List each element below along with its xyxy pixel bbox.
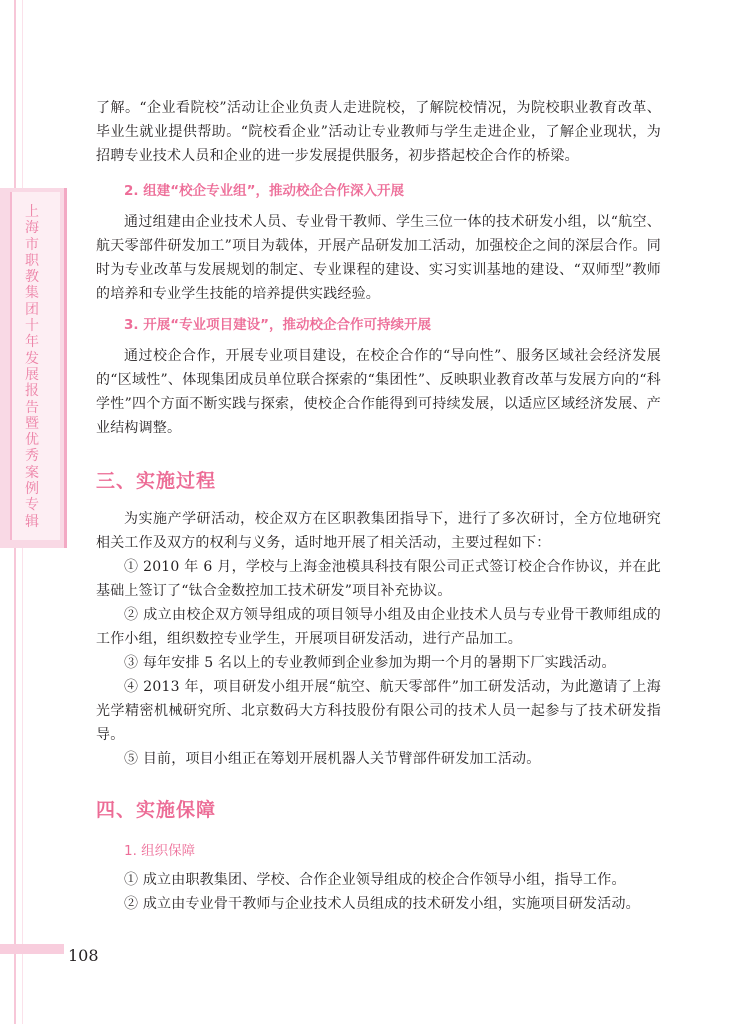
page-number: 108 xyxy=(68,946,99,965)
list-item-guarantee-1: ① 成立由职教集团、学校、合作企业领导组成的校企合作领导小组，指导工作。 xyxy=(124,872,626,888)
paragraph-2: 通过组建由企业技术人员、专业骨干教师、学生三位一体的技术研发小组，以“航空、航天零部件研发加工”项目为载体，开展产品研发加工活动，加强校企之间的深层合作。同时为专业改革与发展规划的制定、专业课程的建设、实习实训基地的建设、“双师型”教师的培养和专业学生技能的培养提供实践经验。 xyxy=(96,214,661,302)
book-title-vertical: 上海市职教集团十年发展报告暨优秀案例专辑 xyxy=(25,204,39,530)
paragraph-4: 为实施产学研活动，校企双方在区职教集团指导下，进行了多次研讨，全方位地研究相关工作及双方的权利与义务，适时地开展了相关活动，主要过程如下： xyxy=(96,511,661,551)
list-item-5: ⑤ 目前，项目小组正在筹划开展机器人关节臂部件研发加工活动。 xyxy=(124,751,541,767)
subheading-2: 2. 组建“校企专业组”，推动校企合作深入开展 xyxy=(124,183,404,199)
paragraph-3: 通过校企合作，开展专业项目建设，在校企合作的“导向性”、服务区域社会经济发展的“区域性”、体现集团成员单位联合探索的“集团性”、反映职业教育改革与发展方向的“科学性”四个方面不断实践与探索，使校企合作能得到可持续发展，以适应区域经济发展、产业结构调整。 xyxy=(96,348,661,436)
bottom-decor-bar xyxy=(0,944,64,954)
section-heading-3: 三、实施过程 xyxy=(96,470,217,492)
list-item-3: ③ 每年安排 5 名以上的专业教师到企业参加为期一个月的暑期下厂实践活动。 xyxy=(124,655,616,671)
subheading-3: 3. 开展“专业项目建设”，推动校企合作可持续开展 xyxy=(124,317,431,333)
section-heading-4: 四、实施保障 xyxy=(96,799,217,821)
list-item-guarantee-2: ② 成立由专业骨干教师与企业技术人员组成的技术研发小组，实施项目研发活动。 xyxy=(124,896,640,912)
list-item-1: ① 2010 年 6 月，学校与上海金池模具科技有限公司正式签订校企合作协议，并在此基础上签订了“钛合金数控加工技术研发”项目补充协议。 xyxy=(96,559,661,599)
list-item-4: ④ 2013 年，项目研发小组开展“航空、航天零部件”加工研发活动，为此邀请了上海光学精密机械研究所、北京数码大方科技股份有限公司的技术人员一起参与了技术研发指导。 xyxy=(96,679,661,743)
subheading-4-1: 1. 组织保障 xyxy=(124,843,196,859)
main-content xyxy=(96,96,661,916)
paragraph-1: 了解。“企业看院校”活动让企业负责人走进院校，了解院校情况，为院校职业教育改革、毕业生就业提供帮助。“院校看企业”活动让专业教师与学生走进企业，了解企业现状，为招聘专业技术人员和企业的进一步发展提供服务，初步搭起校企合作的桥梁。 xyxy=(96,100,661,164)
list-item-2: ② 成立由校企双方领导组成的项目领导小组及由企业技术人员与专业骨干教师组成的工作小组，组织数控专业学生，开展项目研发活动，进行产品加工。 xyxy=(96,607,661,647)
side-tab xyxy=(0,188,67,548)
